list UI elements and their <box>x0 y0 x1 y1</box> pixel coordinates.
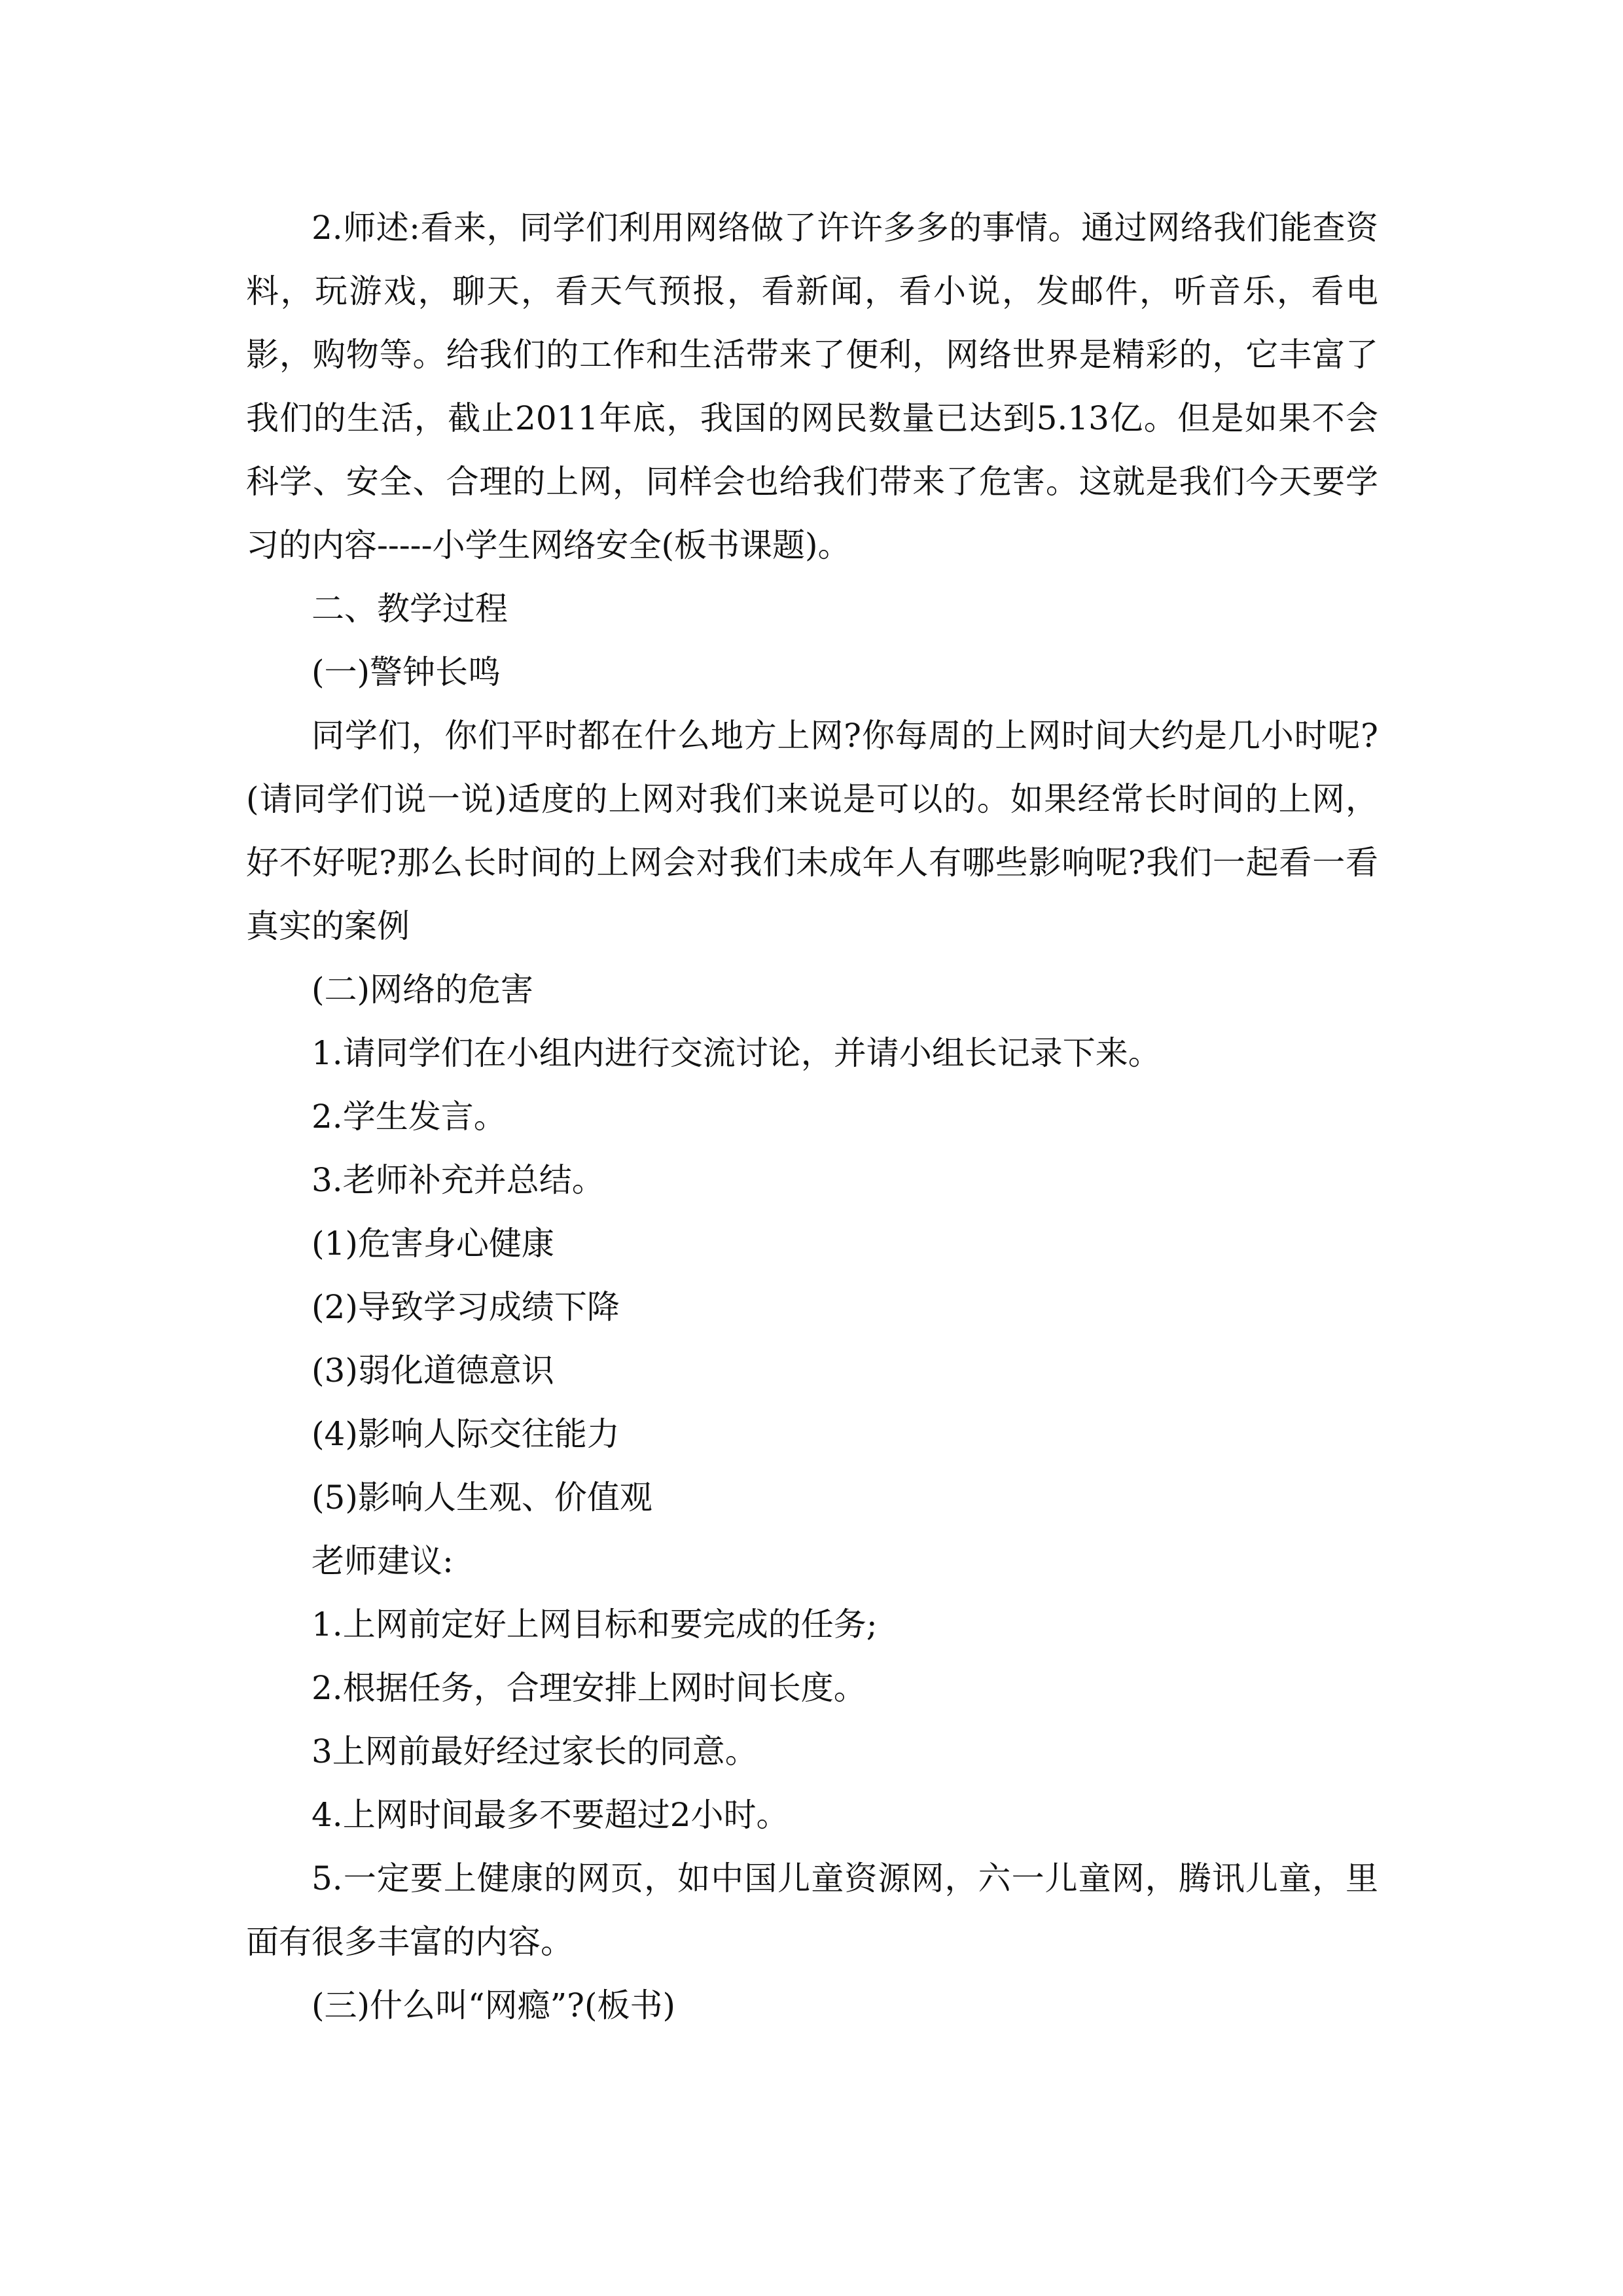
paragraph-questions: 同学们，你们平时都在什么地方上网?你每周的上网时间大约是几小时呢?(请同学们说一说)适度的上网对我们来说是可以的。如果经常长时间的上网，好不好呢?那么长时间的上网会对我们未成年人有哪些影响呢?我们一起看一看真实的案例 <box>246 717 1378 945</box>
harm-item-2: (2)导致学习成绩下降 <box>312 1288 620 1326</box>
subsection-heading-warning: (一)警钟长鸣 <box>312 653 501 691</box>
list-item-student-speech: 2.学生发言。 <box>312 1098 507 1136</box>
list-item-discussion: 1.请同学们在小组内进行交流讨论，并请小组长记录下来。 <box>312 1034 1161 1072</box>
teacher-advice-heading: 老师建议: <box>312 1542 454 1580</box>
advice-item-1: 1.上网前定好上网目标和要完成的任务; <box>312 1605 878 1643</box>
advice-item-3: 3上网前最好经过家长的同意。 <box>312 1732 758 1770</box>
paragraph-teacher-intro: 2.师述:看来，同学们利用网络做了许许多多的事情。通过网络我们能查资料，玩游戏，聊天，看天气预报，看新闻，看小说，发邮件，听音乐，看电影，购物等。给我们的工作和生活带来了便利，网络世界是精彩的，它丰富了我们的生活，截止2011年底，我国的网民数量已达到5.13亿。但是如果不会科学、安全、合理的上网，同样会也给我们带来了危害。这就是我们今天要学习的内容-----小学生网络安全(板书课题)。 <box>246 209 1378 564</box>
subsection-heading-harms: (二)网络的危害 <box>312 971 534 1009</box>
harm-item-3: (3)弱化道德意识 <box>312 1352 554 1390</box>
harm-item-5: (5)影响人生观、价值观 <box>312 1479 652 1516</box>
section-heading-teaching-process: 二、教学过程 <box>312 590 508 628</box>
harm-item-4: (4)影响人际交往能力 <box>312 1415 620 1453</box>
advice-item-5: 5.一定要上健康的网页，如中国儿童资源网，六一儿童网，腾讯儿童，里面有很多丰富的内容。 <box>246 1859 1378 1961</box>
subsection-heading-internet-addiction: (三)什么叫“网瘾”?(板书) <box>312 1986 675 2024</box>
advice-item-4: 4.上网时间最多不要超过2小时。 <box>312 1796 789 1834</box>
list-item-teacher-summary: 3.老师补充并总结。 <box>312 1161 605 1199</box>
harm-item-1: (1)危害身心健康 <box>312 1225 554 1263</box>
advice-item-2: 2.根据任务，合理安排上网时间长度。 <box>312 1669 866 1707</box>
document-body <box>246 196 1378 2037</box>
